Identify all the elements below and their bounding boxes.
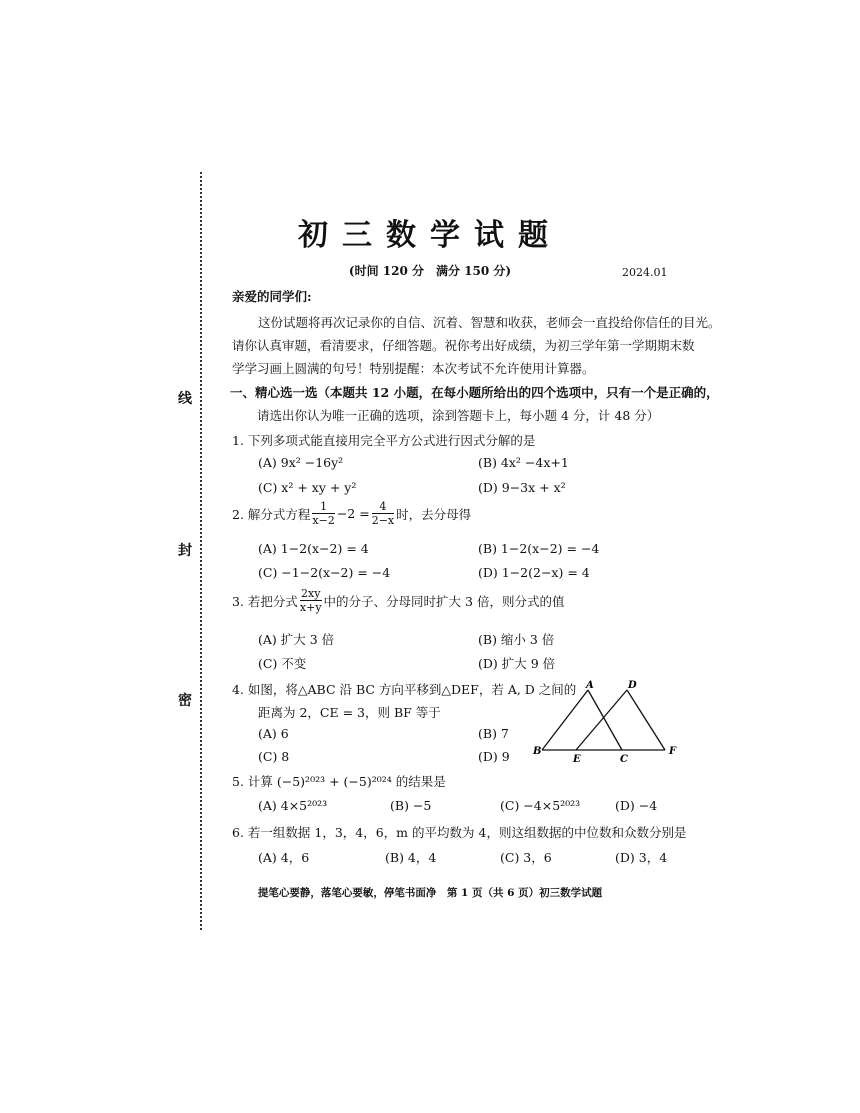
page-footer: 提笔心要静，落笔心要敏，停笔书面净 第 1 页（共 6 页）初三数学试题 xyxy=(257,887,603,899)
segment-ed xyxy=(576,690,627,750)
question-3-stem-pre: 3. 若把分式 xyxy=(232,593,298,609)
question-3-stem-post: 中的分子、分母同时扩大 3 倍，则分式的值 xyxy=(323,593,565,609)
section-heading-line-2: 请选出你认为唯一正确的选项，涂到答题卡上，每小题 4 分，计 48 分） xyxy=(257,408,660,423)
question-3-option-d: (D) 扩大 9 倍 xyxy=(478,656,556,671)
question-2-fraction-1-den: x−2 xyxy=(312,514,335,527)
question-3-fraction-den: x+y xyxy=(299,601,322,614)
question-6-stem: 6. 若一组数据 1，3，4，6，m 的平均数为 4，则这组数据的中位数和众数分别是 xyxy=(232,825,687,840)
question-3-option-a: (A) 扩大 3 倍 xyxy=(258,632,335,647)
translation-figure xyxy=(530,680,690,770)
question-4-option-c: (C) 8 xyxy=(258,749,290,764)
question-6-option-d: (D) 3，4 xyxy=(615,850,668,865)
question-2-fraction-2-den: 2−x xyxy=(371,514,395,527)
corner-date: 2024.01 xyxy=(622,266,668,279)
question-3-option-c: (C) 不变 xyxy=(258,656,307,671)
greeting: 亲爱的同学们: xyxy=(232,289,312,304)
label-f: F xyxy=(669,746,677,757)
intro-line-3: 学学习画上圆满的句号！特别提醒：本次考试不允许使用计算器。 xyxy=(232,361,595,376)
question-5-option-d: (D) −4 xyxy=(615,798,658,813)
label-b: B xyxy=(533,746,542,757)
question-3-fraction xyxy=(300,587,322,614)
question-6-option-a: (A) 4，6 xyxy=(258,850,310,865)
question-2-fraction-2-num: 4 xyxy=(372,500,394,514)
page-title: 初三数学试题 xyxy=(298,218,562,253)
label-d: D xyxy=(628,680,637,691)
question-1-option-c: (C) x² + xy + y² xyxy=(258,480,357,495)
binding-line xyxy=(200,172,202,930)
label-c: C xyxy=(620,754,628,765)
question-2-option-d: (D) 1−2(2−x) = 4 xyxy=(478,565,590,580)
question-2-stem-post: 时，去分母得 xyxy=(396,506,472,522)
question-6-option-b: (B) 4，4 xyxy=(385,850,437,865)
segment-ac xyxy=(588,690,622,750)
label-a: A xyxy=(586,680,594,691)
question-5-option-c: (C) −4×5²⁰²³ xyxy=(500,798,581,813)
question-1-stem: 1. 下列多项式能直接用完全平方公式进行因式分解的是 xyxy=(232,433,536,448)
side-label-mi: 密 xyxy=(178,693,192,709)
question-2-option-c: (C) −1−2(x−2) = −4 xyxy=(258,565,391,580)
exam-subtitle: (时间 120 分 满分 150 分) xyxy=(348,264,512,278)
question-4-option-d: (D) 9 xyxy=(478,749,510,764)
question-2-fraction-1 xyxy=(312,500,334,527)
label-e: E xyxy=(573,754,581,765)
question-1-option-d: (D) 9−3x + x² xyxy=(478,480,566,495)
question-5-option-b: (B) −5 xyxy=(390,798,432,813)
segment-ab xyxy=(542,690,588,750)
question-2-stem-pre: 2. 解分式方程 xyxy=(232,506,311,522)
question-2-stem-mid: −2 = xyxy=(336,506,370,521)
question-4-line-2: 距离为 2，CE = 3，则 BF 等于 xyxy=(258,705,441,720)
side-label-feng: 封 xyxy=(178,543,192,559)
segment-df xyxy=(627,690,665,750)
question-2-stem xyxy=(232,500,471,527)
question-4-option-b: (B) 7 xyxy=(478,726,509,741)
question-5-stem: 5. 计算 (−5)²⁰²³ + (−5)²⁰²⁴ 的结果是 xyxy=(232,774,446,789)
question-2-option-a: (A) 1−2(x−2) = 4 xyxy=(258,541,369,556)
intro-line-1: 这份试题将再次记录你的自信、沉着、智慧和收获，老师会一直投给你信任的目光。 xyxy=(258,315,721,330)
question-1-option-b: (B) 4x² −4x+1 xyxy=(478,455,569,470)
intro-line-2: 请你认真审题，看清要求，仔细答题。祝你考出好成绩，为初三学年第一学期期末数 xyxy=(232,338,695,353)
question-3-stem xyxy=(232,587,564,614)
question-4-line-1: 4. 如图，将△ABC 沿 BC 方向平移到△DEF，若 A, D 之间的 xyxy=(232,682,577,697)
question-3-fraction-num: 2xy xyxy=(301,587,321,600)
question-2-fraction-1-num: 1 xyxy=(312,500,334,514)
question-5-option-a: (A) 4×5²⁰²³ xyxy=(258,798,328,813)
question-1-option-a: (A) 9x² −16y² xyxy=(258,455,344,470)
side-label-xian: 线 xyxy=(178,391,192,407)
question-6-option-c: (C) 3，6 xyxy=(500,850,552,865)
question-2-fraction-2 xyxy=(372,500,394,527)
question-3-option-b: (B) 缩小 3 倍 xyxy=(478,632,555,647)
question-4-option-a: (A) 6 xyxy=(258,726,289,741)
question-2-option-b: (B) 1−2(x−2) = −4 xyxy=(478,541,600,556)
section-heading-line-1: 一、精心选一选（本题共 12 小题，在每小题所给出的四个选项中，只有一个是正确的， xyxy=(230,385,719,400)
